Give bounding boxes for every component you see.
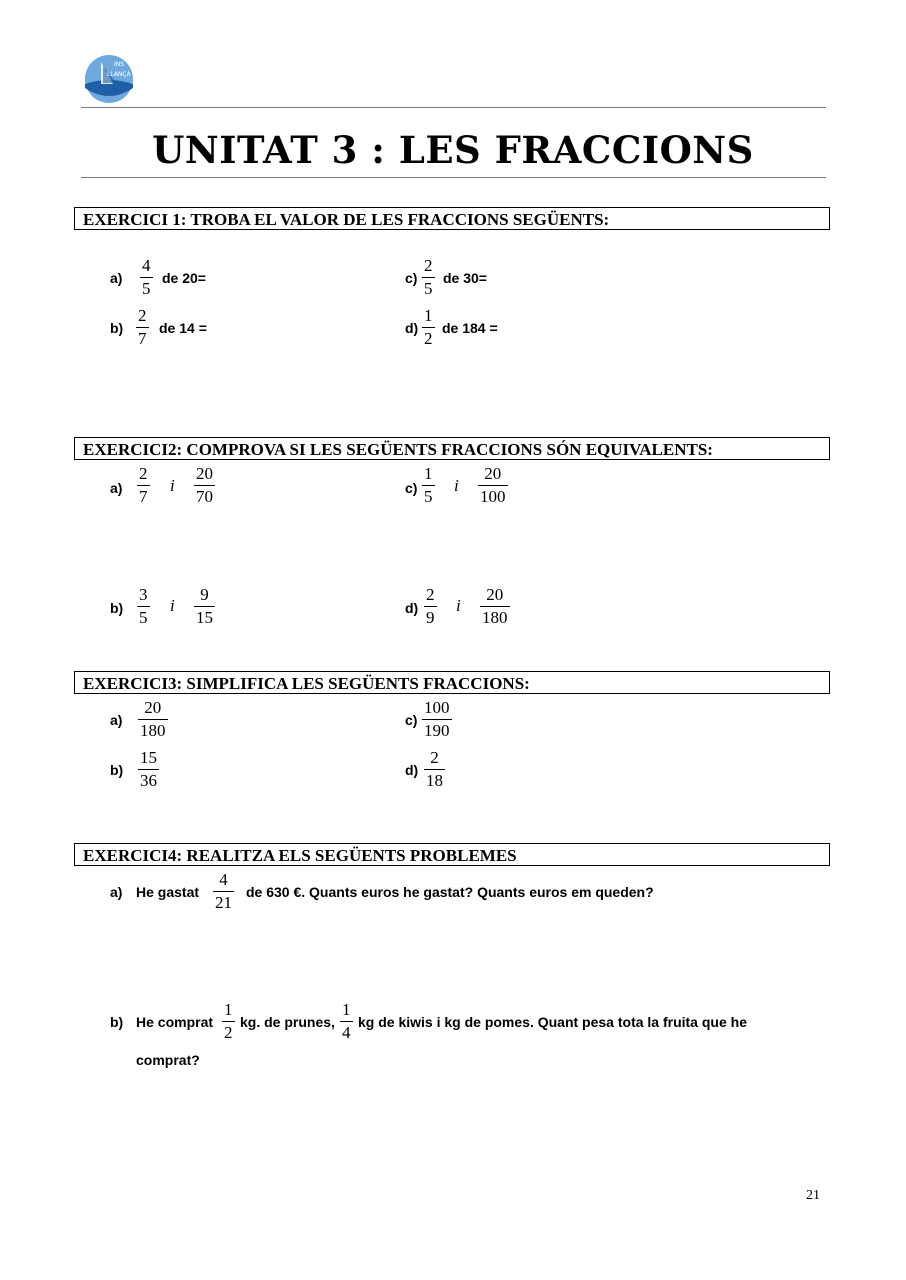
denominator: 18	[426, 771, 443, 790]
ex4-a-label: a)	[110, 884, 123, 900]
page-number: 21	[806, 1188, 820, 1203]
numerator: 1	[224, 1000, 233, 1019]
ex2-d-label: d)	[405, 600, 419, 616]
numerator: 20	[144, 698, 162, 717]
ex3-a-fraction	[138, 699, 168, 740]
ex4-b-text-pre: He comprat	[136, 1014, 214, 1030]
ex2-c-conjunction: i	[454, 476, 459, 495]
numerator: 100	[424, 698, 450, 717]
ex3-b-label: b)	[110, 762, 124, 778]
exercise-2-heading: EXERCICI2: COMPROVA SI LES SEGÜENTS FRACCIONS SÓN EQUIVALENTS:	[74, 437, 830, 460]
numerator: 4	[142, 256, 151, 275]
numerator: 20	[486, 585, 504, 604]
ex2-b-conjunction: i	[170, 596, 175, 615]
ex4-a-text-pre: He gastat	[136, 884, 200, 900]
denominator: 9	[426, 608, 435, 627]
ex2-a-label: a)	[110, 480, 123, 496]
header-rule	[81, 107, 826, 108]
denominator: 70	[196, 487, 213, 506]
logo-text-top: INS	[114, 61, 125, 68]
ex2-d-conjunction: i	[456, 596, 461, 615]
ex2-c-fraction-2	[478, 465, 508, 506]
ex1-a-text: de 20=	[162, 270, 206, 286]
school-logo	[83, 54, 135, 104]
denominator: 100	[480, 487, 506, 506]
ex1-c-label: c)	[405, 270, 418, 286]
numerator: 2	[138, 306, 147, 325]
ex4-b-text-post: kg de kiwis i kg de pomes. Quant pesa tota la fruita que he	[358, 1014, 747, 1030]
denominator: 7	[138, 329, 147, 348]
denominator: 7	[139, 487, 148, 506]
numerator: 2	[424, 256, 433, 275]
denominator: 5	[424, 487, 433, 506]
numerator: 2	[430, 748, 439, 767]
denominator: 180	[140, 721, 166, 740]
ex1-b-fraction	[136, 307, 149, 348]
denominator: 15	[196, 608, 213, 627]
ex2-a-fraction-1	[137, 465, 150, 506]
ex1-d-label: d)	[405, 320, 419, 336]
denominator: 2	[424, 329, 433, 348]
school-logo-icon	[83, 54, 135, 104]
ex2-b-fraction-1	[137, 586, 150, 627]
numerator: 2	[426, 585, 435, 604]
numerator: 1	[424, 306, 433, 325]
denominator: 4	[342, 1023, 351, 1042]
ex2-d-fraction-1	[424, 586, 437, 627]
denominator: 190	[424, 721, 450, 740]
denominator: 5	[142, 279, 151, 298]
ex4-b-fraction-2	[340, 1001, 353, 1042]
denominator: 5	[139, 608, 148, 627]
numerator: 1	[424, 464, 433, 483]
title-rule	[81, 177, 826, 178]
denominator: 5	[424, 279, 433, 298]
ex1-d-fraction	[422, 307, 435, 348]
ex1-b-text: de 14 =	[159, 320, 207, 336]
exercise-1-heading: EXERCICI 1: TROBA EL VALOR DE LES FRACCIONS SEGÜENTS:	[74, 207, 830, 230]
ex4-b-text-line2: comprat?	[136, 1052, 200, 1068]
ex4-a-text-post: de 630 €. Quants euros he gastat? Quants euros em queden?	[246, 884, 654, 900]
logo-text-bottom: LLANÇÀ	[107, 71, 131, 78]
ex3-c-fraction	[422, 699, 452, 740]
ex2-c-fraction-1	[422, 465, 435, 506]
denominator: 21	[215, 893, 232, 912]
ex1-a-label: a)	[110, 270, 123, 286]
ex1-c-text: de 30=	[443, 270, 487, 286]
denominator: 36	[140, 771, 157, 790]
ex4-b-fraction-1	[222, 1001, 235, 1042]
exercise-3-heading: EXERCICI3: SIMPLIFICA LES SEGÜENTS FRACCIONS:	[74, 671, 830, 694]
ex1-a-fraction	[140, 257, 153, 298]
ex1-d-text: de 184 =	[442, 320, 498, 336]
ex2-c-label: c)	[405, 480, 418, 496]
ex4-b-label: b)	[110, 1014, 124, 1030]
ex3-c-label: c)	[405, 712, 418, 728]
numerator: 15	[140, 748, 157, 767]
denominator: 180	[482, 608, 508, 627]
numerator: 3	[139, 585, 148, 604]
numerator: 20	[196, 464, 213, 483]
ex2-b-label: b)	[110, 600, 124, 616]
ex1-c-fraction	[422, 257, 435, 298]
ex3-d-label: d)	[405, 762, 419, 778]
numerator: 2	[139, 464, 148, 483]
numerator: 4	[219, 870, 228, 889]
numerator: 20	[484, 464, 502, 483]
denominator: 2	[224, 1023, 233, 1042]
page-title: UNITAT 3 : LES FRACCIONS	[152, 128, 754, 172]
ex1-b-label: b)	[110, 320, 124, 336]
ex4-a-fraction	[213, 871, 234, 912]
ex3-b-fraction	[138, 749, 159, 790]
ex3-a-label: a)	[110, 712, 123, 728]
numerator: 1	[342, 1000, 351, 1019]
ex2-b-fraction-2	[194, 586, 215, 627]
exercise-4-heading: EXERCICI4: REALITZA ELS SEGÜENTS PROBLEMES	[74, 843, 830, 866]
ex2-d-fraction-2	[480, 586, 510, 627]
ex4-b-text-mid: kg. de prunes,	[240, 1014, 335, 1030]
ex3-d-fraction	[424, 749, 445, 790]
ex2-a-fraction-2	[194, 465, 215, 506]
ex2-a-conjunction: i	[170, 476, 175, 495]
numerator: 9	[200, 585, 209, 604]
